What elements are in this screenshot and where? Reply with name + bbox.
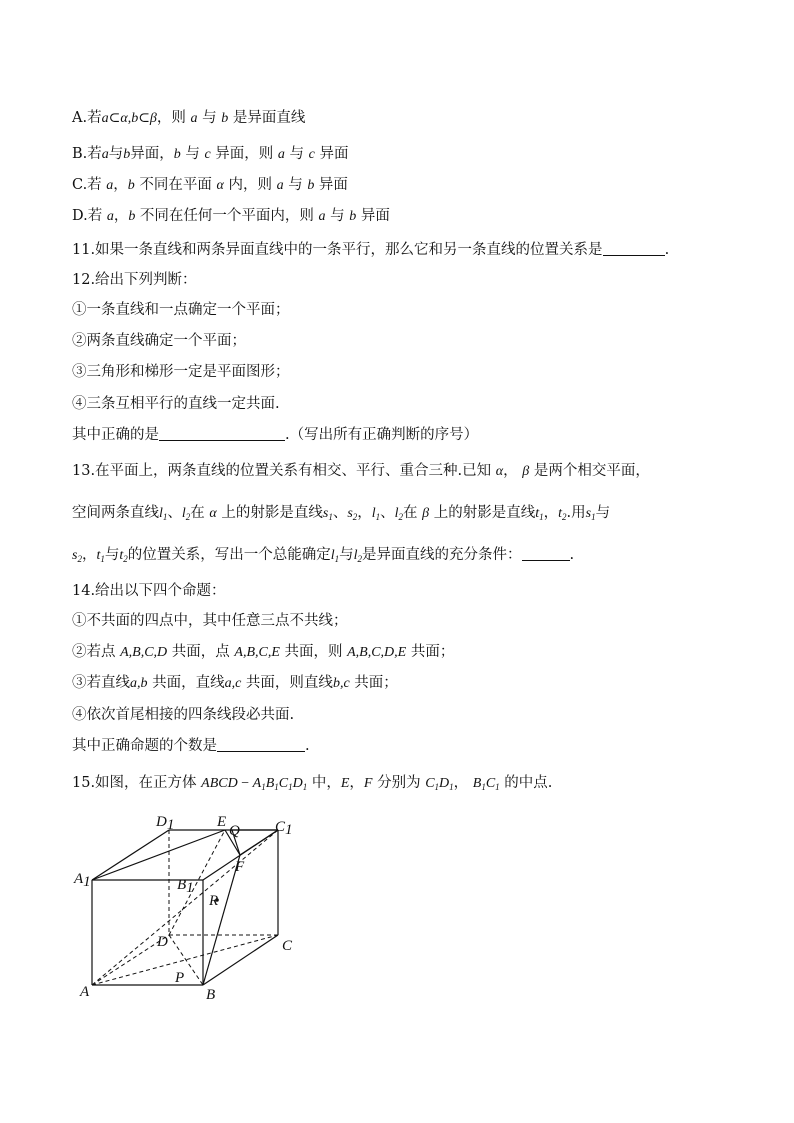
text: 异面 bbox=[314, 146, 349, 162]
lines: a,b bbox=[130, 676, 148, 691]
label-c1: C1 bbox=[275, 819, 293, 838]
var-t1: $t_1$ bbox=[535, 506, 544, 522]
points: A,B,C,E bbox=[234, 645, 280, 660]
text: 与 bbox=[339, 547, 354, 563]
segment-f-c1 bbox=[240, 830, 278, 855]
text: ， bbox=[81, 547, 97, 563]
text: 异面，则 bbox=[210, 146, 278, 162]
option-b bbox=[72, 144, 348, 165]
text: 共面，点 bbox=[167, 644, 235, 660]
question-12-title: 12.给出下列判断： bbox=[72, 272, 197, 288]
option-b-prefix: B.若 bbox=[72, 146, 102, 162]
text: ， bbox=[453, 775, 473, 791]
var-b: b bbox=[123, 147, 131, 162]
var-s1: $s_1$ bbox=[322, 506, 333, 522]
text: 异面 bbox=[356, 208, 390, 224]
comma: , bbox=[127, 111, 132, 126]
var-s1: $s_1$ bbox=[585, 506, 596, 522]
var-l1: $l_1$ bbox=[330, 548, 340, 564]
var-l2: $l_2$ bbox=[181, 506, 191, 522]
var-l2: $l_2$ bbox=[353, 548, 363, 564]
question-14-item: ④依次首尾相接的四条线段必共面. bbox=[72, 707, 295, 723]
text: 是异面直线 bbox=[228, 110, 306, 126]
diagonal-a-c bbox=[92, 935, 278, 985]
label-p: P bbox=[175, 970, 185, 986]
text: 空间两条直线 bbox=[72, 505, 159, 521]
text: 上的射影是直线 bbox=[216, 505, 323, 521]
diagonal-a-c1 bbox=[92, 830, 278, 985]
text: 异面 bbox=[314, 177, 348, 193]
answer-blank[interactable] bbox=[217, 737, 305, 752]
question-14-item: ①不共面的四点中，其中任意三点不共线； bbox=[72, 613, 348, 629]
text: . bbox=[569, 547, 575, 563]
label-b1: B1 bbox=[177, 877, 194, 896]
option-c bbox=[72, 175, 348, 196]
var-l2: $l_2$ bbox=[394, 506, 404, 522]
label-c: C bbox=[282, 938, 293, 954]
text: ③若直线 bbox=[72, 675, 130, 691]
var-c: c bbox=[204, 147, 211, 162]
label-e: E bbox=[217, 814, 227, 830]
cube-top-face: $A_1B_1C_1D_1$ bbox=[252, 776, 308, 792]
text: ， bbox=[113, 177, 128, 193]
text: 其中正确命题的个数是 bbox=[72, 738, 217, 754]
var-c: c bbox=[308, 147, 315, 162]
label-f: F bbox=[235, 859, 245, 875]
label-r: R bbox=[209, 893, 219, 909]
var-s2: $s_2$ bbox=[347, 506, 358, 522]
alpha-symbol: α bbox=[216, 178, 224, 193]
var-l1: $l_1$ bbox=[159, 506, 168, 522]
beta-symbol: β bbox=[522, 464, 530, 479]
text: .用 bbox=[566, 505, 586, 521]
text: ， bbox=[113, 208, 129, 224]
answer-blank[interactable] bbox=[522, 546, 570, 561]
text: 是异面直线的充分条件： bbox=[362, 547, 522, 563]
alpha-symbol: α bbox=[209, 506, 217, 521]
text: 内，则 bbox=[223, 177, 277, 193]
text: 的中点. bbox=[499, 775, 553, 791]
point-e: E bbox=[340, 776, 350, 791]
question-12-answer bbox=[72, 425, 478, 445]
dash: − bbox=[237, 776, 253, 791]
question-12-item: ③三角形和梯形一定是平面图形； bbox=[72, 364, 290, 380]
text: 共面，则直线 bbox=[241, 675, 333, 691]
text: 是两个相交平面， bbox=[529, 463, 650, 479]
var-t2: $t_2$ bbox=[558, 506, 567, 522]
label-a1: A1 bbox=[74, 871, 91, 890]
var-b: b bbox=[173, 147, 181, 162]
text: 不同在平面 bbox=[134, 177, 217, 193]
text: 共面，直线 bbox=[147, 675, 225, 691]
points: A,B,C,D,E bbox=[347, 645, 407, 660]
text: . bbox=[664, 242, 670, 258]
edge-b-c bbox=[203, 935, 278, 985]
var-a: a bbox=[106, 209, 114, 224]
text: 在 bbox=[403, 505, 423, 521]
point-f: F bbox=[363, 776, 373, 791]
subset-symbol: ⊂ bbox=[108, 111, 121, 126]
text: 其中正确的是 bbox=[72, 427, 159, 443]
text: 与 bbox=[108, 146, 124, 162]
question-15 bbox=[72, 773, 552, 797]
var-a: a bbox=[318, 209, 326, 224]
var-l1: $l_1$ bbox=[371, 506, 381, 522]
text: 的位置关系，写出一个总能确定 bbox=[127, 547, 331, 563]
question-12-item: ②两条直线确定一个平面； bbox=[72, 333, 246, 349]
text: ②若点 bbox=[72, 644, 121, 660]
segment-b1c1: $B_1C_1$ bbox=[472, 776, 500, 792]
text: .（写出所有正确判断的序号） bbox=[285, 427, 479, 443]
points: A,B,C,D bbox=[120, 645, 168, 660]
alpha-symbol: α bbox=[120, 111, 128, 126]
question-12-item: ①一条直线和一点确定一个平面； bbox=[72, 302, 290, 318]
text: 上的射影是直线 bbox=[429, 505, 536, 521]
question-13-line-1 bbox=[72, 461, 650, 482]
text: 在 bbox=[190, 505, 210, 521]
label-a: A bbox=[80, 984, 90, 1000]
label-b: B bbox=[206, 987, 216, 1003]
label-d1: D1 bbox=[156, 814, 175, 833]
question-11 bbox=[72, 240, 669, 260]
lines: a,c bbox=[224, 676, 242, 691]
beta-symbol: β bbox=[422, 506, 430, 521]
text: 与 bbox=[595, 505, 611, 521]
text: 共面； bbox=[406, 644, 455, 660]
var-t1: $t_1$ bbox=[96, 548, 105, 564]
text: 共面； bbox=[349, 675, 398, 691]
option-d bbox=[72, 206, 390, 227]
var-a: a bbox=[190, 111, 198, 126]
var-b: b bbox=[127, 178, 135, 193]
question-14-title: 14.给出以下四个命题： bbox=[72, 583, 226, 599]
question-14-item bbox=[72, 642, 454, 663]
var-b: b bbox=[221, 111, 229, 126]
text: 分别为 bbox=[372, 775, 426, 791]
option-a bbox=[72, 108, 305, 129]
label-d: D bbox=[157, 934, 168, 950]
text: . bbox=[305, 738, 310, 754]
text: 与 bbox=[197, 110, 222, 126]
question-13-line-3 bbox=[72, 545, 574, 569]
var-a: a bbox=[277, 147, 285, 162]
question-14-answer bbox=[72, 736, 310, 756]
segment-c1d1: $C_1D_1$ bbox=[425, 776, 454, 792]
text: 共面，则 bbox=[279, 644, 348, 660]
text: ， bbox=[349, 775, 364, 791]
text: 与 bbox=[104, 547, 120, 563]
question-14-item bbox=[72, 673, 398, 694]
var-a: a bbox=[101, 111, 109, 126]
text: 不同在任何一个平面内，则 bbox=[135, 208, 319, 224]
alpha-symbol: α bbox=[495, 464, 504, 479]
var-b: b bbox=[349, 209, 357, 224]
text: 异面， bbox=[130, 146, 174, 162]
cube-name: ABCD bbox=[201, 776, 238, 791]
var-b: b bbox=[128, 209, 136, 224]
answer-blank[interactable] bbox=[603, 241, 665, 256]
var-s2: $s_2$ bbox=[72, 548, 82, 564]
text: ， bbox=[543, 505, 559, 521]
answer-blank[interactable] bbox=[159, 426, 285, 441]
question-12-item: ④三条互相平行的直线一定共面. bbox=[72, 396, 280, 412]
option-a-prefix: A.若 bbox=[72, 110, 102, 126]
var-t2: $t_2$ bbox=[119, 548, 128, 564]
text: 与 bbox=[180, 146, 205, 162]
var-a: a bbox=[106, 178, 114, 193]
subset-symbol: ⊂ bbox=[138, 111, 150, 126]
text: ， bbox=[503, 463, 523, 479]
text: ， bbox=[357, 505, 372, 521]
label-q: Q bbox=[229, 823, 240, 839]
var-b: b bbox=[307, 178, 315, 193]
beta-symbol: β bbox=[149, 111, 157, 126]
var-a: a bbox=[101, 147, 109, 162]
option-c-prefix: C.若 bbox=[72, 177, 107, 193]
var-a: a bbox=[276, 178, 284, 193]
text: 13.在平面上，两条直线的位置关系有相交、平行、重合三种.已知 bbox=[72, 463, 496, 479]
cube-figure bbox=[60, 810, 320, 1010]
question-13-line-2: 空间两条直线$l_1$、$l_2$在 α 上的射影是直线$s_1$、$s_2$，$l_1$、$l_2$在 β 上的射影是直线$t_1$，$t_2$.用$s_1$与 bbox=[72, 505, 611, 522]
text: 与 bbox=[325, 208, 350, 224]
lines: b,c bbox=[332, 676, 350, 691]
text: 中， bbox=[307, 775, 341, 791]
option-d-prefix: D.若 bbox=[72, 208, 107, 224]
text: 15.如图，在正方体 bbox=[72, 775, 202, 791]
text: ，则 bbox=[156, 110, 191, 126]
var-b: b bbox=[131, 111, 139, 126]
question-11-text: 11.如果一条直线和两条异面直线中的一条平行，那么它和另一条直线的位置关系是 bbox=[72, 242, 603, 258]
text: 与 bbox=[283, 177, 308, 193]
text: 与 bbox=[284, 146, 309, 162]
